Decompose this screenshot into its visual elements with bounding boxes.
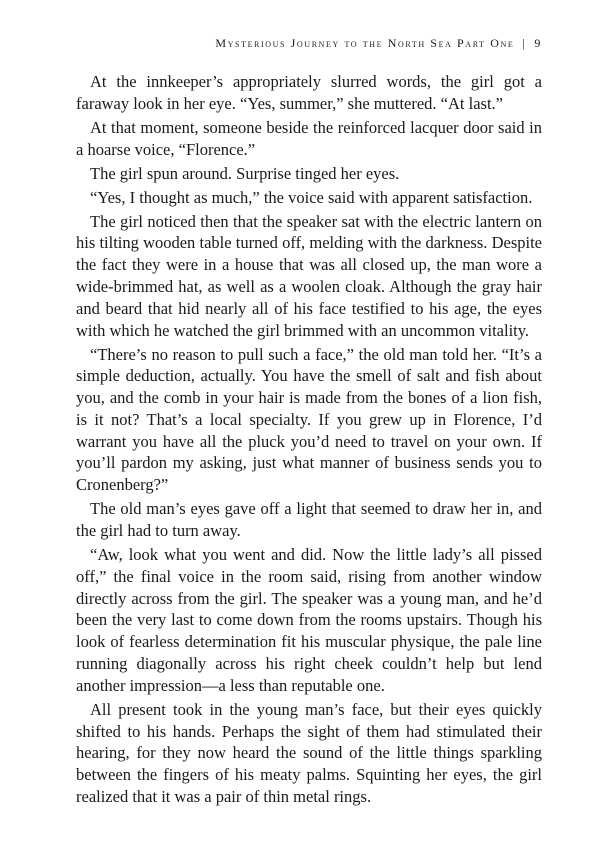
book-title: Mysterious Journey to the North Sea Part One: [215, 36, 515, 50]
paragraph-7: The old man’s eyes gave off a light that seemed to draw her in, and the girl had to turn away.: [76, 499, 542, 541]
paragraph-3: The girl spun around. Surprise tinged her eyes.: [90, 163, 400, 183]
paragraph-1: At the innkeeper’s appropriately slurred words, the girl got a faraway look in her eye. “Yes, summer,” she muttered. “At last.”: [76, 72, 542, 113]
body-text: [76, 71, 542, 810]
page-number: 9: [534, 36, 542, 50]
header-separator: |: [522, 36, 527, 50]
paragraph-4: “Yes, I thought as much,” the voice said with apparent satisfaction.: [90, 187, 533, 207]
paragraph-2: At that moment, someone beside the reinforced lacquer door said in a hoarse voice, “Florence.”: [76, 117, 542, 159]
paragraph-6: “There’s no reason to pull such a face,” the old man told her. “It’s a simple deduction, actually. You have the smell of salt and fish about you, and the comb in your hair is made from the bones of a lion fish, is it not? That’s a local specialty. If you grew up in Florence, I’d warrant you have all the pluck you’d need to travel on your own. If you’ll pardon my asking, just what manner of business sends you to Cronenberg?”: [76, 344, 542, 495]
paragraph-5: The girl noticed then that the speaker sat with the electric lantern on his tilting wooden table turned off, melding with the darkness. Despite the fact they were in a house that was all closed up, the man wore a wide-brimmed hat, as well as a woolen cloak. Although the gray hair and beard that hid nearly all of his face testified to his age, the eyes with which he watched the girl brimmed with an uncommon vitality.: [76, 211, 542, 340]
paragraph-9: All present took in the young man’s face, but their eyes quickly shifted to his hands. Perhaps the sight of them had stimulated their hearing, for they now heard the sound of the little things sparkling between the fingers of his meaty palms. Squinting her eyes, the girl realized that it was a pair of thin metal rings.: [76, 699, 542, 806]
running-head: [215, 36, 542, 51]
paragraph-8: “Aw, look what you went and did. Now the little lady’s all pissed off,” the final voice in the room said, rising from another window directly across from the girl. The speaker was a young man, and he’d been the very last to come down from the rooms upstairs. Though his look of fearless determination fit his muscular physique, the pale line running diagonally across his right cheek couldn’t help but lend another impression—a less than reputable one.: [76, 545, 542, 695]
